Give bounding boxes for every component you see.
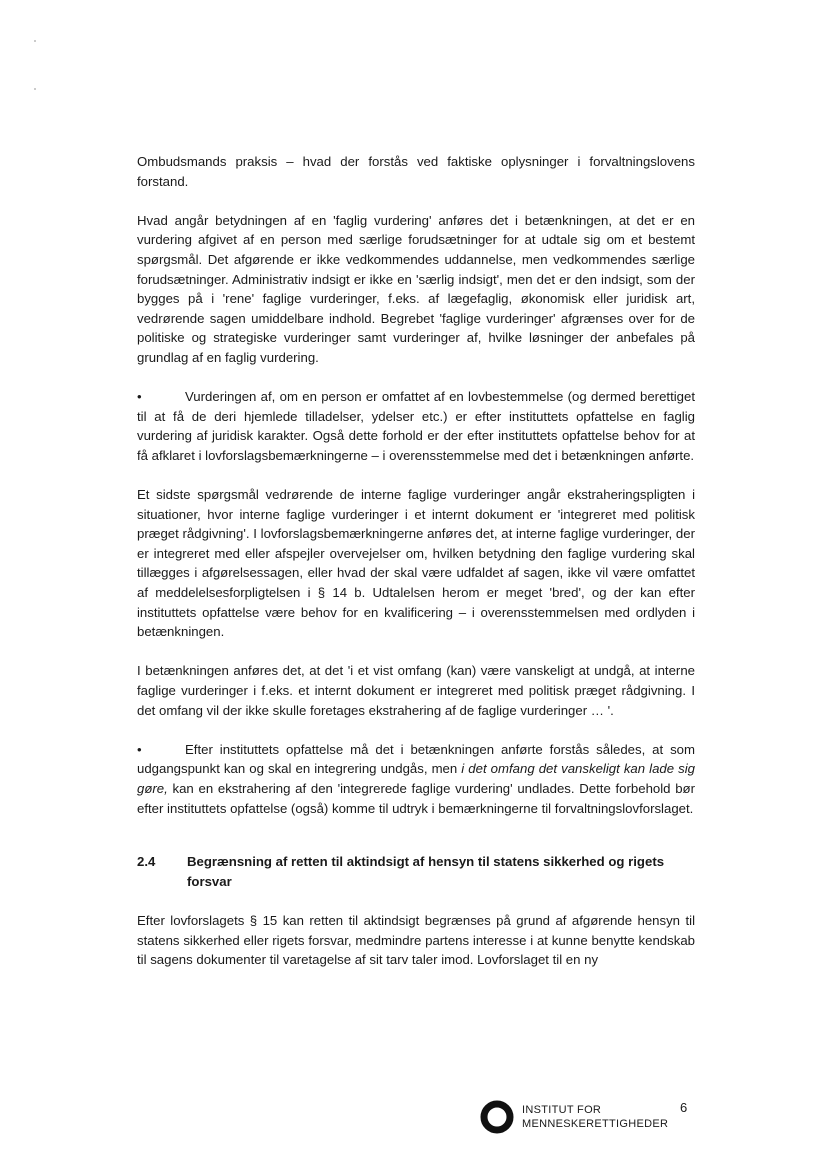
- page-number: 6: [680, 1100, 688, 1115]
- paragraph-faglig-vurdering: Hvad angår betydningen af en 'faglig vurdering' anføres det i betænkningen, at det er en vurdering afgivet af en person med særlige forudsætninger for at udtale sig om et bestemt spørgsmål. Det afgørende er ikke vedkommendes uddannelse, men vedkommendes særlige forudsætninger. Administrativ indsigt er ikke en 'særlig indsigt', men det er den indsigt, som der bygges på i 'rene' faglige vurderinger, f.eks. af lægefaglig, økonomisk eller juridisk art, vedrørende sagen umiddelbare indhold. Begrebet 'faglige vurderinger' afgrænses over for de politiske og strategiske vurderinger samt vurderinger af, hvilke løsninger der anbefales på grundlag af en faglig vurdering.: [137, 212, 695, 365]
- footer-logo: [480, 1100, 668, 1134]
- paragraph-ombudsmand: Ombudsmands praksis – hvad der forstås ved faktiske oplysninger i forvaltningslovens forstand.: [137, 154, 695, 189]
- institute-logo-icon: [480, 1100, 514, 1134]
- bullet-mark: •: [137, 389, 142, 405]
- bullet-text-start: Efter instituttets opfattelse må det i betænkningen anførte forstås således, at som udgangspunkt kan og skal en integrering undgås, men: [137, 741, 695, 777]
- bullet-text-end: kan en ekstrahering af den 'integrerede faglige vurdering' undlades. Dette forbehold bør efter instituttets opfattelse (også) komme til udtryk i bemærkningerne til forvaltningslovforslaget.: [137, 781, 695, 816]
- bullet-text-italic: i det omfang det vanskeligt kan lade sig gøre,: [137, 761, 695, 796]
- scan-speck: [34, 88, 36, 90]
- bullet-text: Vurderingen af, om en person er omfattet af en lovbestemmelse (og dermed berettiget til at få de deri hjemlede tilladelser, ydelser etc.) er efter instituttets opfattelse en faglig vurdering af juridisk karakter. Også dette forhold er der efter instituttets opfattelse behov for at få afklaret i lovforslagsbemærkningerne – i overensstemmelse med det i betænkningen anførte.: [137, 389, 695, 463]
- logo-line-2: MENNESKERETTIGHEDER: [522, 1118, 669, 1130]
- scan-speck: [34, 40, 36, 42]
- logo-line-1: INSTITUT FOR: [522, 1104, 602, 1116]
- paragraph-ekstraheringspligt: Et sidste spørgsmål vedrørende de interne faglige vurderinger angår ekstraheringspligten i situationer, hvor interne faglige vurderinger i et internt dokument er 'integreret med politisk præget rådgivning'. I lovforslagsbemærkningerne anføres det, at interne faglige vurderinger, der er integreret med eller afspejler overvejelser om, hvilken betydning den faglige vurdering skal tillægges i afgørelsessagen, eller hvad der skal være udfaldet af sagen, ikke vil være omfattet af meddelelsesforpligtelsen i § 14 b. Udtalelsen herom er meget 'bred', og der kan efter instituttets opfattelse være behov for en kvalificering – i overensstemmelsen med ordlyden i betænkningen.: [137, 487, 695, 640]
- section-heading: [137, 852, 695, 891]
- section-number: 2.4: [137, 854, 156, 870]
- section-title: Begrænsning af retten til aktindsigt af hensyn til statens sikkerhed og rigets forsvar: [187, 854, 665, 889]
- paragraph-lovforslag-15: Efter lovforslagets § 15 kan retten til aktindsigt begrænses på grund af afgørende hensyn til statens sikkerhed eller rigets forsvar, medmindre partens interesse i at kunne benytte kendskab til sagens dokumenter til varetagelse af sit tarv taler imod. Lovforslaget til en ny: [137, 912, 695, 968]
- document-body: [137, 152, 695, 989]
- paragraph-betaenkning-quote: I betænkningen anføres det, at det 'i et vist omfang (kan) være vanskeligt at undgå, at interne faglige vurderinger i f.eks. et internt dokument er integreret med politisk præget rådgivning. I det omfang vil der ikke skulle foretages ekstrahering af de faglige vurderinger … '.: [137, 663, 695, 718]
- bullet-paragraph-juridisk: [137, 387, 695, 465]
- logo-text: [522, 1103, 668, 1131]
- bullet-paragraph-integrering: [137, 740, 695, 818]
- bullet-mark: •: [137, 741, 142, 757]
